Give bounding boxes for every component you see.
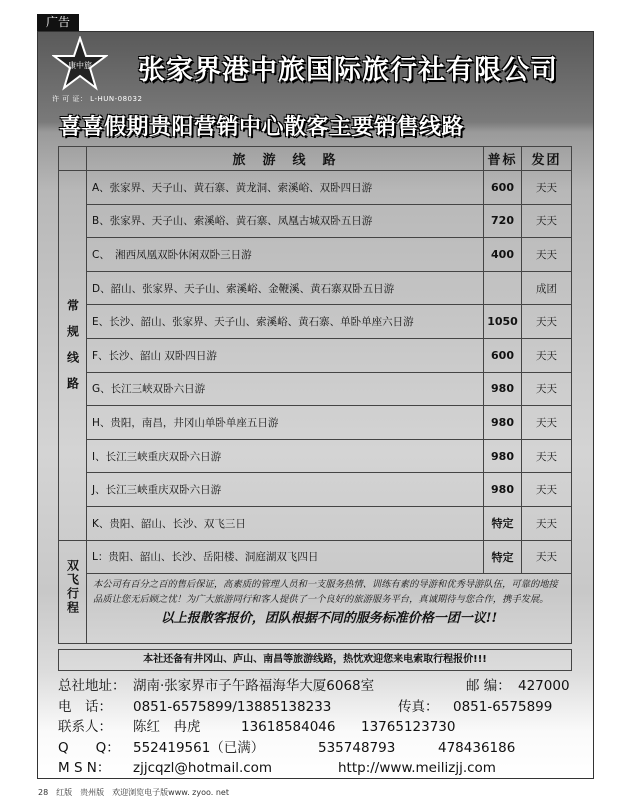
route-header: 旅 游 线 路 bbox=[87, 147, 484, 171]
route-departure: 天天 bbox=[522, 372, 572, 406]
route-departure: 天天 bbox=[522, 338, 572, 372]
route-departure: 天天 bbox=[522, 305, 572, 339]
star-logo bbox=[52, 36, 108, 92]
contact-block bbox=[58, 676, 578, 779]
table-row bbox=[59, 338, 572, 372]
route-price: 特定 bbox=[484, 506, 522, 540]
table-row bbox=[59, 271, 572, 305]
contact-label: 联系人： bbox=[58, 719, 112, 735]
route-departure: 天天 bbox=[522, 506, 572, 540]
qq-row bbox=[58, 738, 578, 759]
route-price: 400 bbox=[484, 238, 522, 272]
license-number: 许 可 证： L-HUN-08032 bbox=[52, 95, 143, 103]
route-name: L：贵阳、韶山、长沙、岳阳楼、洞庭湖双飞四日 bbox=[87, 540, 484, 574]
route-name: B、张家界、天子山、索溪峪、黄石寨、凤凰古城双卧五日游 bbox=[87, 204, 484, 238]
notes-quote: 以上报散客报价，团队根据不同的服务标准价格一团一议!! bbox=[160, 611, 498, 627]
ad-tag: 广告 bbox=[37, 14, 79, 31]
qq-3: 478436186 bbox=[438, 739, 516, 756]
route-price: 特定 bbox=[484, 540, 522, 574]
route-departure: 天天 bbox=[522, 171, 572, 205]
address-label: 总社地址： bbox=[58, 678, 126, 694]
route-departure: 天天 bbox=[522, 540, 572, 574]
route-price: 720 bbox=[484, 204, 522, 238]
route-price bbox=[484, 271, 522, 305]
route-departure: 天天 bbox=[522, 439, 572, 473]
category-flight: 双飞行程 bbox=[59, 540, 87, 644]
website: http://www.meilizjj.com bbox=[338, 760, 496, 776]
route-price: 980 bbox=[484, 406, 522, 440]
mobile-1: 13618584046 bbox=[241, 719, 336, 735]
address-row bbox=[58, 676, 578, 697]
route-price: 600 bbox=[484, 171, 522, 205]
page-footer: 28 红版 贵州版 欢迎浏览电子版www. zyoo. net bbox=[38, 788, 229, 797]
table-row bbox=[59, 372, 572, 406]
table-row bbox=[59, 506, 572, 540]
route-name: F、长沙、韶山 双卧四日游 bbox=[87, 338, 484, 372]
category-header bbox=[59, 147, 87, 171]
table-row bbox=[59, 204, 572, 238]
msn: zjjcqzl@hotmail.com bbox=[133, 760, 273, 776]
table-row bbox=[59, 406, 572, 440]
msn-label: M S N： bbox=[58, 760, 111, 776]
price-header: 普标 bbox=[484, 147, 522, 171]
departure-header: 发团 bbox=[522, 147, 572, 171]
qq-label: Q Q： bbox=[58, 739, 120, 756]
phone-row bbox=[58, 697, 578, 718]
advertisement-page bbox=[37, 31, 594, 779]
route-departure: 天天 bbox=[522, 238, 572, 272]
route-name: C、 湘西凤凰双卧休闲双卧三日游 bbox=[87, 238, 484, 272]
table-row bbox=[59, 439, 572, 473]
route-price: 980 bbox=[484, 372, 522, 406]
postcode-label: 邮 编： bbox=[466, 678, 511, 694]
route-name: G、长江三峡双卧六日游 bbox=[87, 372, 484, 406]
notes-row bbox=[59, 574, 572, 644]
table-header-row bbox=[59, 147, 572, 171]
route-departure: 成团 bbox=[522, 271, 572, 305]
postcode: 427000 bbox=[518, 678, 570, 694]
category-regular: 常规线路 bbox=[59, 171, 87, 541]
phone: 0851-6575899/13885138233 bbox=[133, 698, 332, 715]
route-price: 980 bbox=[484, 473, 522, 507]
contact-row bbox=[58, 717, 578, 738]
logo-text: 康中旅 bbox=[68, 61, 92, 70]
route-departure: 天天 bbox=[522, 406, 572, 440]
route-departure: 天天 bbox=[522, 473, 572, 507]
msn-row bbox=[58, 758, 578, 779]
route-name: I、长江三峡重庆双卧六日游 bbox=[87, 439, 484, 473]
route-price: 1050 bbox=[484, 305, 522, 339]
notes-text: 本公司有百分之百的售后保证，高素质的管理人员和一支服务热情、训练有素的导游和优秀导游队伍，可靠的地接品质让您无后顾之忧！为广大旅游同行和客人提供了一个良好的旅游服务平台，真诚期待与您合作，携手发展。 bbox=[93, 579, 558, 606]
table-row bbox=[59, 238, 572, 272]
table-row bbox=[59, 473, 572, 507]
company-name: 张家界港中旅国际旅行社有限公司 bbox=[138, 55, 558, 86]
table-row bbox=[59, 540, 572, 574]
route-name: J、长江三峡重庆双卧六日游 bbox=[87, 473, 484, 507]
qq-1: 552419561（已满） bbox=[133, 739, 265, 756]
contact-names: 陈红 冉虎 bbox=[133, 719, 201, 735]
fax-label: 传真： bbox=[398, 698, 439, 715]
qq-2: 535748793 bbox=[318, 739, 396, 756]
page-subtitle: 喜喜假期贵阳营销中心散客主要销售线路 bbox=[59, 115, 465, 140]
footer-note: 本社还备有井冈山、庐山、南昌等旅游线路，热忱欢迎您来电索取行程报价!!! bbox=[58, 649, 572, 671]
route-name: A、张家界、天子山、黄石寨、黄龙洞、索溪峪、双卧四日游 bbox=[87, 171, 484, 205]
route-name: K、贵阳、韶山、长沙、双飞三日 bbox=[87, 506, 484, 540]
route-departure: 天天 bbox=[522, 204, 572, 238]
table-row bbox=[59, 305, 572, 339]
mobile-2: 13765123730 bbox=[361, 719, 456, 735]
address: 湖南·张家界市子午路福海华大厦6068室 bbox=[133, 678, 375, 694]
route-price: 980 bbox=[484, 439, 522, 473]
route-name: D、韶山、张家界、天子山、索溪峪、金鞭溪、黄石寨双卧五日游 bbox=[87, 271, 484, 305]
service-notes bbox=[87, 574, 572, 644]
phone-label: 电 话： bbox=[58, 698, 112, 715]
route-name: E、长沙、韶山、张家界、天子山、索溪峪、黄石寨、单卧单座六日游 bbox=[87, 305, 484, 339]
table-row bbox=[59, 171, 572, 205]
route-name: H、贵阳，南昌，井冈山单卧单座五日游 bbox=[87, 406, 484, 440]
routes-table bbox=[58, 146, 572, 644]
route-price: 600 bbox=[484, 338, 522, 372]
fax: 0851-6575899 bbox=[453, 698, 553, 715]
